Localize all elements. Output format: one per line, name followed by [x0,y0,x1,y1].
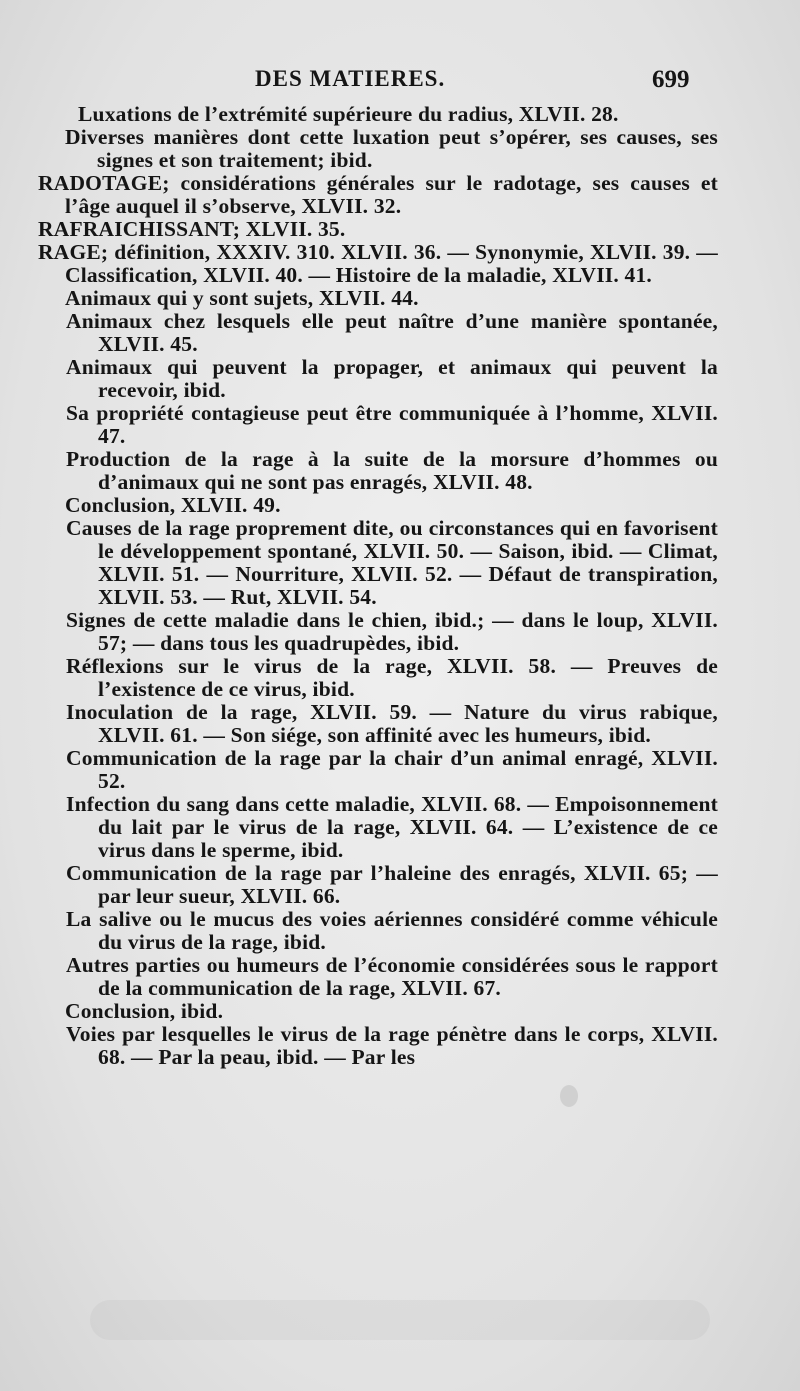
index-entry: Sa propriété contagieuse peut être communiquée à l’homme, XLVII. 47. [66,401,718,448]
index-entry: Inoculation de la rage, XLVII. 59. — Nature du virus rabique, XLVII. 61. — Son siége, son affinité avec les humeurs, ibid. [66,700,718,747]
index-entry: Animaux qui peuvent la propager, et animaux qui peuvent la recevoir, ibid. [66,355,718,402]
index-entry: Luxations de l’extrémité supérieure du radius, XLVII. 28. [78,102,619,126]
index-entry: Infection du sang dans cette maladie, XLVII. 68. — Empoisonnement du lait par le virus de la rage, XLVII. 64. — L’existence de ce virus dans le sperme, ibid. [66,792,718,862]
index-entry: La salive ou le mucus des voies aériennes considéré comme véhicule du virus de la rage, ibid. [66,907,718,954]
index-entry: Production de la rage à la suite de la morsure d’hommes ou d’animaux qui ne sont pas enragés, XLVII. 48. [66,447,718,494]
paper-stain [560,1085,578,1107]
paper-stain [90,1300,710,1340]
page-header [0,66,800,100]
index-entry: Communication de la rage par l’haleine des enragés, XLVII. 65; — par leur sueur, XLVII. 66. [66,861,718,908]
index-entry: RAFRAICHISSANT; XLVII. 35. [38,217,346,241]
index-entry: Diverses manières dont cette luxation peut s’opérer, ses causes, ses signes et son traitement; ibid. [65,125,718,172]
running-title: DES MATIERES. [255,66,446,91]
index-entry: Réflexions sur le virus de la rage, XLVII. 58. — Preuves de l’existence de ce virus, ibid. [66,654,718,701]
index-entry: Conclusion, ibid. [65,999,224,1023]
index-entry: Voies par lesquelles le virus de la rage pénètre dans le corps, XLVII. 68. — Par la peau, ibid. — Par les [66,1022,718,1069]
page-number: 699 [652,66,690,93]
index-entry: Animaux qui y sont sujets, XLVII. 44. [65,286,419,310]
index-entry: RAGE; définition, XXXIV. 310. XLVII. 36. — Synonymie, XLVII. 39. — Classification, XLVII. 40. — Histoire de la maladie, XLVII. 41. [38,240,718,287]
index-entry: Causes de la rage proprement dite, ou circonstances qui en favorisent le développement spontané, XLVII. 50. — Saison, ibid. — Climat, XLVII. 51. — Nourriture, XLVII. 52. — Défaut de transpiration, XLVII. 53. — Rut, XLVII. 54. [66,516,718,609]
index-entries [38,103,718,1069]
index-entry: Signes de cette maladie dans le chien, ibid.; — dans le loup, XLVII. 57; — dans tous les quadrupèdes, ibid. [66,608,718,655]
index-entry: RADOTAGE; considérations générales sur le radotage, ses causes et l’âge auquel il s’observe, XLVII. 32. [38,171,718,218]
index-entry: Conclusion, XLVII. 49. [65,493,281,517]
index-entry: Communication de la rage par la chair d’un animal enragé, XLVII. 52. [66,746,718,793]
index-entry: Autres parties ou humeurs de l’économie considérées sous le rapport de la communication de la rage, XLVII. 67. [66,953,718,1000]
index-entry: Animaux chez lesquels elle peut naître d’une manière spontanée, XLVII. 45. [66,309,718,356]
